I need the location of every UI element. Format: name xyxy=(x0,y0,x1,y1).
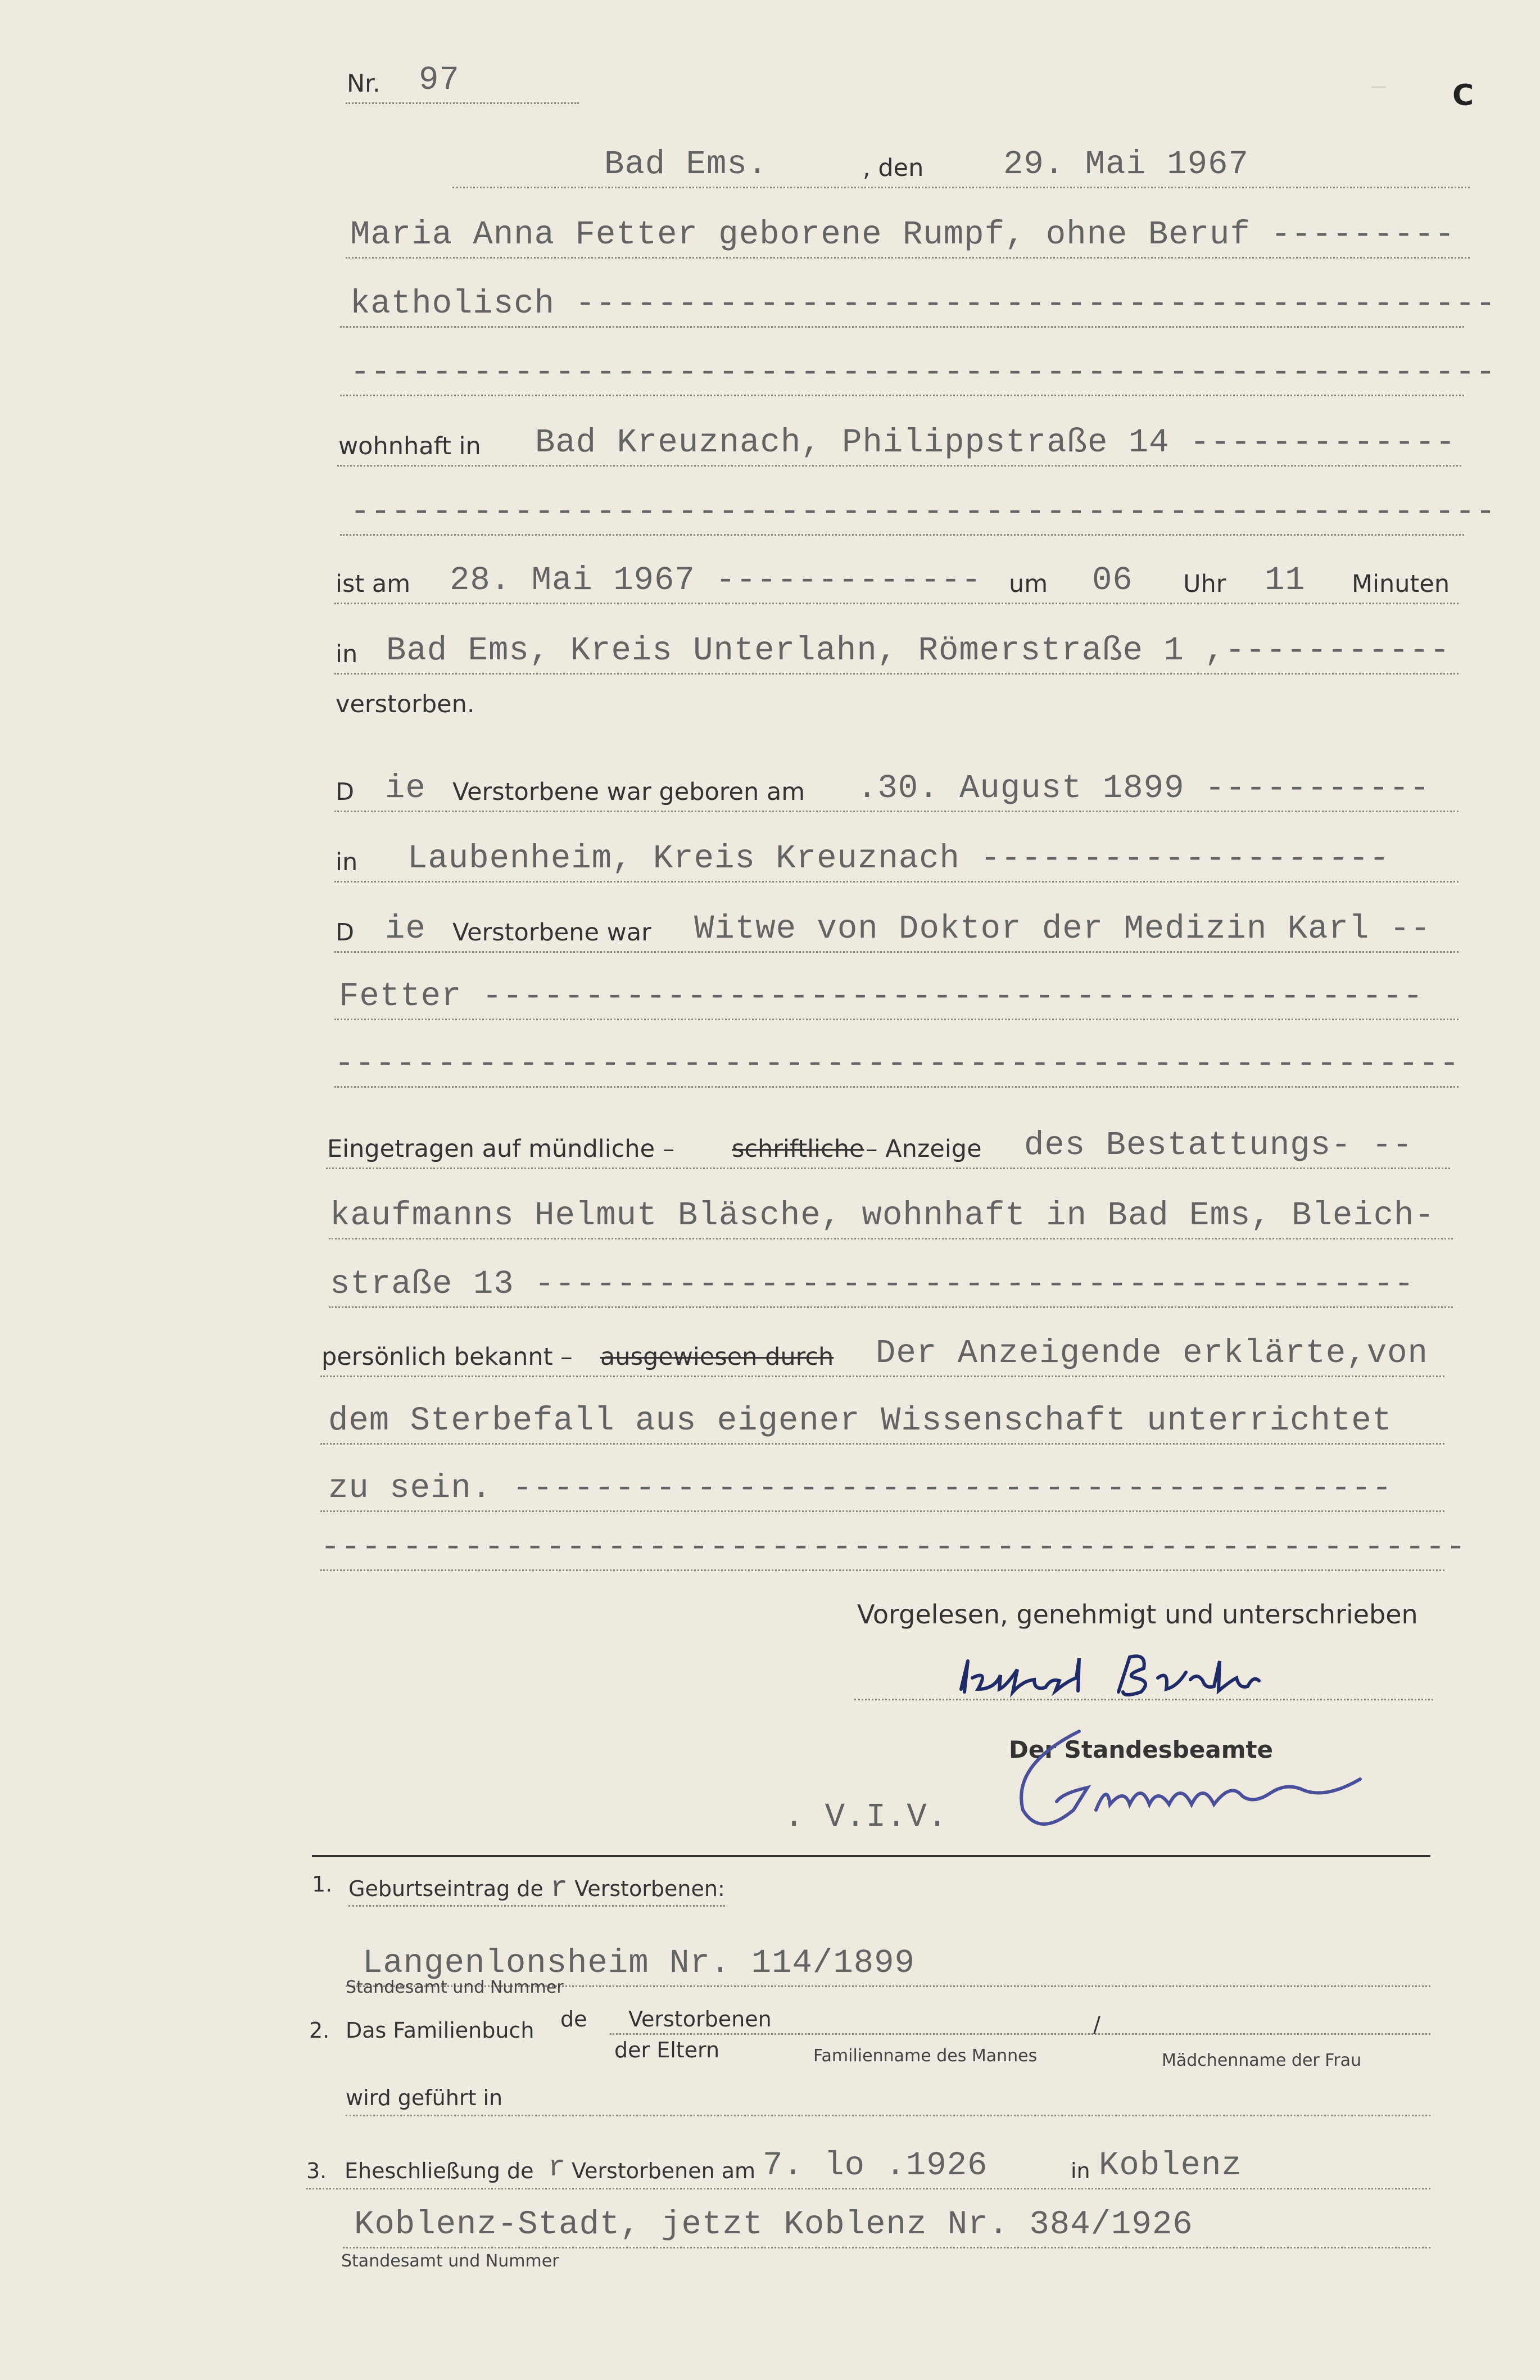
death-hour: 06 xyxy=(1092,562,1133,599)
marital-line-2 xyxy=(334,967,1459,1020)
marital-text-1: Witwe von Doktor der Medizin Karl -- xyxy=(694,910,1431,948)
anzeige-label: – Anzeige xyxy=(866,1135,982,1163)
minuten-label: Minuten xyxy=(1352,570,1450,598)
address-line xyxy=(337,413,1461,467)
vorgelesen-label: Vorgelesen, genehmigt und unterschrieben xyxy=(857,1599,1418,1630)
place-date-line xyxy=(452,135,1470,188)
death-minute: 11 xyxy=(1265,562,1306,599)
section-3-line xyxy=(306,2136,1430,2189)
report-line-3 xyxy=(329,1255,1453,1308)
death-place: Bad Ems, Kreis Unterlahn, Römerstraße 1 ,----------- xyxy=(386,632,1451,669)
section-divider xyxy=(312,1855,1430,1857)
marital-text-3: ------------------------------------------------------- xyxy=(334,1045,1460,1083)
section-2-slash: / xyxy=(1093,2012,1100,2037)
section-1-value: Langenlonsheim Nr. 114/1899 xyxy=(363,1944,915,1982)
report-line-7 xyxy=(320,1518,1466,1571)
report-text-6: zu sein. ------------------------------------------- xyxy=(328,1469,1393,1507)
familienname-caption: Familienname des Mannes xyxy=(813,2046,1038,2066)
section-1-caption: Standesamt und Nummer xyxy=(346,1978,564,1997)
section-2-field-line xyxy=(610,2033,1430,2035)
gefuehrt-label: wird geführt in xyxy=(346,2085,503,2110)
section-3-label-end: Verstorbenen am xyxy=(572,2159,756,2183)
section-2-verstorbenen: Verstorbenen xyxy=(628,2007,772,2031)
um-label: um xyxy=(1009,570,1048,598)
death-date: 28. Mai 1967 ------------- xyxy=(450,562,982,599)
nr-value: 97 xyxy=(419,61,460,99)
report-text-7: -------------------------------------------------------- xyxy=(320,1528,1466,1566)
deceased-address: Bad Kreuznach, Philippstraße 14 ------------- xyxy=(535,424,1456,461)
schriftliche-label: schriftliche xyxy=(732,1135,864,1163)
verstorben-label: verstorben. xyxy=(336,690,475,718)
report-line-5 xyxy=(320,1391,1444,1445)
section-2-de: de xyxy=(560,2007,587,2031)
report-text-4: Der Anzeigende erklärte,von xyxy=(876,1334,1428,1372)
section-1-number: 1. xyxy=(312,1872,333,1897)
marital-gender-suffix: ie xyxy=(385,910,426,948)
birth-date: .30. August 1899 ----------- xyxy=(857,770,1430,807)
section-3-value: Koblenz-Stadt, jetzt Koblenz Nr. 384/1926 xyxy=(354,2206,1193,2243)
registry-date: 29. Mai 1967 xyxy=(1003,146,1249,183)
corner-letter: C xyxy=(1452,79,1474,112)
section-3-r: r xyxy=(548,2151,567,2184)
report-line-2 xyxy=(329,1186,1453,1239)
report-text-3: straße 13 ------------------------------------------- xyxy=(330,1265,1415,1303)
birth-place: Laubenheim, Kreis Kreuznach -------------------- xyxy=(407,840,1390,877)
report-text-5: dem Sterbefall aus eigener Wissenschaft unterrichtet xyxy=(328,1402,1393,1440)
uhr-label: Uhr xyxy=(1183,570,1226,598)
death-date-line xyxy=(334,551,1459,604)
section-3-value-line xyxy=(343,2195,1430,2248)
section-1-label-text: Geburtseintrag de xyxy=(348,1876,543,1901)
birth-gender-suffix: ie xyxy=(385,770,426,807)
eingetragen-label: Eingetragen auf mündliche – xyxy=(327,1135,675,1163)
death-place-line xyxy=(334,621,1459,675)
section-2-label: Das Familienbuch xyxy=(346,2018,535,2043)
bekannt-label: persönlich bekannt – xyxy=(321,1343,573,1371)
report-text-1: des Bestattungs- -- xyxy=(1024,1126,1413,1164)
report-line-6 xyxy=(320,1459,1444,1512)
nr-line xyxy=(346,51,579,104)
wohnhaft-label: wohnhaft in xyxy=(338,432,481,460)
name-line xyxy=(346,205,1470,259)
signer-2-line xyxy=(784,1788,1433,1839)
ist-am-label: ist am xyxy=(336,570,411,598)
section-2-gefuehrt-line xyxy=(346,2069,1430,2116)
den-label: , den xyxy=(863,154,924,182)
section-1-r: r xyxy=(550,1872,568,1905)
birth-in-label: in xyxy=(336,848,358,876)
birth-date-line xyxy=(334,759,1459,812)
section-3-in-label: in xyxy=(1071,2159,1090,2183)
bleed-through-artifact: — xyxy=(1371,73,1387,101)
section-3-caption: Standesamt und Nummer xyxy=(341,2251,559,2271)
blank-line-2 xyxy=(340,482,1496,536)
marital-d-label: D xyxy=(336,918,355,947)
standesbeamte-label: Der Standesbeamte xyxy=(1009,1736,1274,1763)
report-line-1 xyxy=(326,1116,1450,1169)
marital-text-2: Fetter ---------------------------------------------- xyxy=(339,978,1424,1015)
geboren-label: Verstorbene war geboren am xyxy=(452,778,805,806)
ausgewiesen-label: ausgewiesen durch xyxy=(600,1343,834,1371)
section-3-number: 3. xyxy=(306,2159,327,2183)
maedchenname-caption: Mädchenname der Frau xyxy=(1162,2051,1362,2070)
blank-line-1 xyxy=(340,343,1496,396)
deceased-religion: katholisch --------------------------------------------- xyxy=(350,285,1496,323)
birth-d-label: D xyxy=(336,778,355,806)
section-2-der-eltern: der Eltern xyxy=(614,2038,720,2062)
marriage-date: 7. lo .1926 xyxy=(763,2147,988,2184)
viv-text: . V.I.V. xyxy=(784,1798,948,1836)
registry-place: Bad Ems. xyxy=(604,146,768,183)
deceased-name: Maria Anna Fetter geborene Rumpf, ohne Beruf --------- xyxy=(350,216,1455,254)
section-2-number: 2. xyxy=(309,2018,330,2043)
signature-standesbeamte xyxy=(989,1726,1394,1838)
death-in-label: in xyxy=(336,640,358,668)
religion-line xyxy=(340,274,1496,328)
marital-war-label: Verstorbene war xyxy=(452,918,651,947)
marital-line-1 xyxy=(334,899,1459,953)
report-text-2: kaufmanns Helmut Bläsche, wohnhaft in Bad Ems, Bleich- xyxy=(330,1197,1435,1234)
marriage-place: Koblenz xyxy=(1099,2147,1242,2184)
marital-line-3 xyxy=(334,1034,1459,1088)
blank-fill-1: -------------------------------------------------------- xyxy=(350,354,1496,391)
nr-label: Nr. xyxy=(347,70,381,98)
section-1-label-end: Verstorbenen: xyxy=(574,1876,725,1901)
blank-fill-2: -------------------------------------------------------- xyxy=(350,493,1496,531)
signer-1-line xyxy=(854,1647,1433,1700)
birth-place-line xyxy=(334,829,1459,883)
report-line-4 xyxy=(320,1324,1444,1377)
signature-helmut-blaesche xyxy=(955,1647,1304,1703)
section-1-label xyxy=(348,1872,725,1907)
section-3-label: Eheschließung de xyxy=(345,2159,534,2183)
